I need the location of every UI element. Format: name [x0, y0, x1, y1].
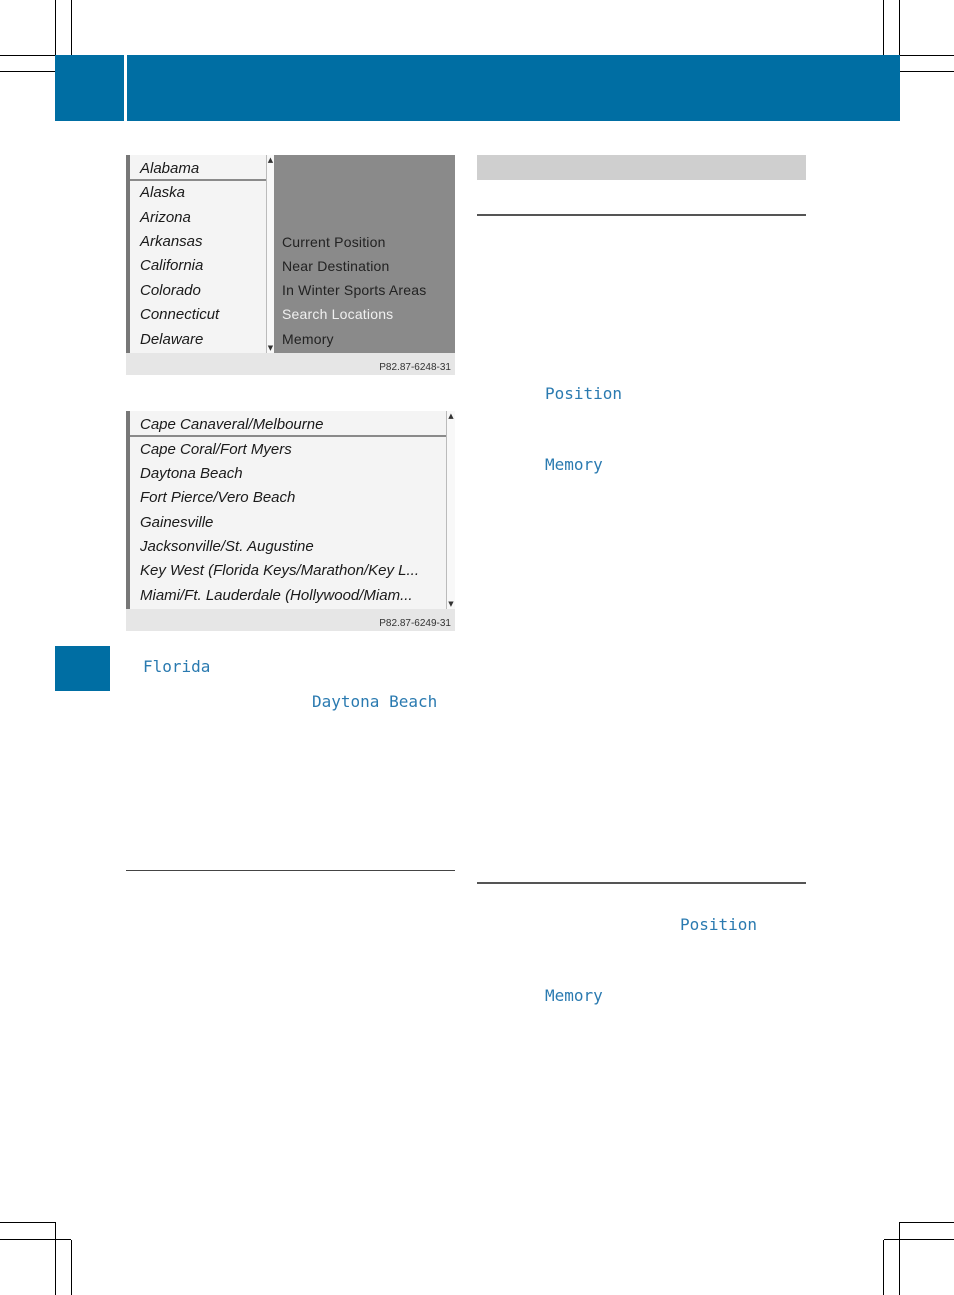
selection-line — [130, 435, 446, 437]
list-item[interactable]: Cape Canaveral/Melbourne — [140, 416, 324, 433]
term-memory: Memory — [545, 986, 603, 1005]
crop-mark — [71, 0, 72, 55]
scroll-down-icon[interactable]: ▼ — [448, 600, 454, 608]
crop-mark — [55, 0, 56, 55]
crop-mark — [0, 1239, 71, 1240]
list-item[interactable]: Arizona — [140, 209, 191, 226]
screenshot-city-list — [126, 411, 455, 631]
crop-mark — [900, 55, 954, 56]
crop-mark — [55, 1222, 56, 1295]
header-divider — [124, 55, 127, 121]
term-florida: Florida — [143, 657, 211, 676]
list-item[interactable]: Connecticut — [140, 306, 220, 323]
figure-caption: P82.87-6249-31 — [379, 618, 451, 629]
list-item[interactable]: Cape Coral/Fort Myers — [140, 441, 292, 458]
figure-caption: P82.87-6248-31 — [379, 362, 451, 373]
menu-item-search-locations[interactable]: Search Locations — [282, 306, 394, 322]
scroll-up-icon[interactable]: ▲ — [267, 156, 274, 164]
menu-item-near-destination[interactable]: Near Destination — [282, 258, 390, 274]
selection-line — [130, 179, 269, 181]
page-header-bar — [55, 55, 900, 121]
list-item[interactable]: Arkansas — [140, 233, 203, 250]
list-item[interactable]: Daytona Beach — [140, 465, 243, 482]
section-rule — [477, 882, 806, 884]
section-rule — [477, 214, 806, 216]
term-memory: Memory — [545, 455, 603, 474]
menu-item-winter-sports[interactable]: In Winter Sports Areas — [282, 282, 427, 298]
list-item[interactable]: California — [140, 257, 204, 274]
section-rule — [126, 870, 455, 871]
city-list — [126, 411, 448, 609]
crop-mark — [0, 1222, 55, 1223]
list-item[interactable]: Jacksonville/St. Augustine — [140, 538, 314, 555]
term-position: Position — [545, 384, 623, 403]
chapter-tab — [55, 646, 110, 691]
term-position: Position — [680, 915, 758, 934]
list-item[interactable]: Miami/Ft. Lauderdale (Hollywood/Miam... — [140, 587, 413, 604]
state-list — [126, 155, 275, 353]
crop-mark — [900, 71, 954, 72]
list-item[interactable]: Alabama — [140, 160, 200, 177]
list-item[interactable]: Gainesville — [140, 514, 214, 531]
location-menu — [274, 155, 455, 353]
scroll-down-icon[interactable]: ▼ — [267, 344, 274, 352]
crop-mark — [899, 0, 900, 55]
crop-mark — [884, 1239, 954, 1240]
crop-mark — [900, 1222, 954, 1223]
crop-mark — [0, 71, 55, 72]
list-item[interactable]: Fort Pierce/Vero Beach — [140, 489, 296, 506]
scrollbar[interactable] — [446, 411, 455, 609]
section-heading-band — [477, 155, 806, 180]
list-item[interactable]: Delaware — [140, 331, 204, 348]
list-item[interactable]: Colorado — [140, 282, 201, 299]
crop-mark — [883, 1240, 884, 1295]
menu-item-memory[interactable]: Memory — [282, 331, 334, 347]
crop-mark — [0, 55, 55, 56]
list-item[interactable]: Alaska — [140, 184, 186, 201]
crop-mark — [899, 1222, 900, 1295]
crop-mark — [71, 1240, 72, 1295]
list-item[interactable]: Key West (Florida Keys/Marathon/Key L... — [140, 562, 420, 579]
scrollbar[interactable] — [266, 155, 274, 353]
crop-mark — [883, 0, 884, 55]
scroll-up-icon[interactable]: ▲ — [448, 412, 454, 420]
menu-item-current-position[interactable]: Current Position — [282, 234, 386, 250]
screenshot-state-list — [126, 155, 455, 375]
term-daytona-beach: Daytona Beach — [312, 692, 438, 711]
